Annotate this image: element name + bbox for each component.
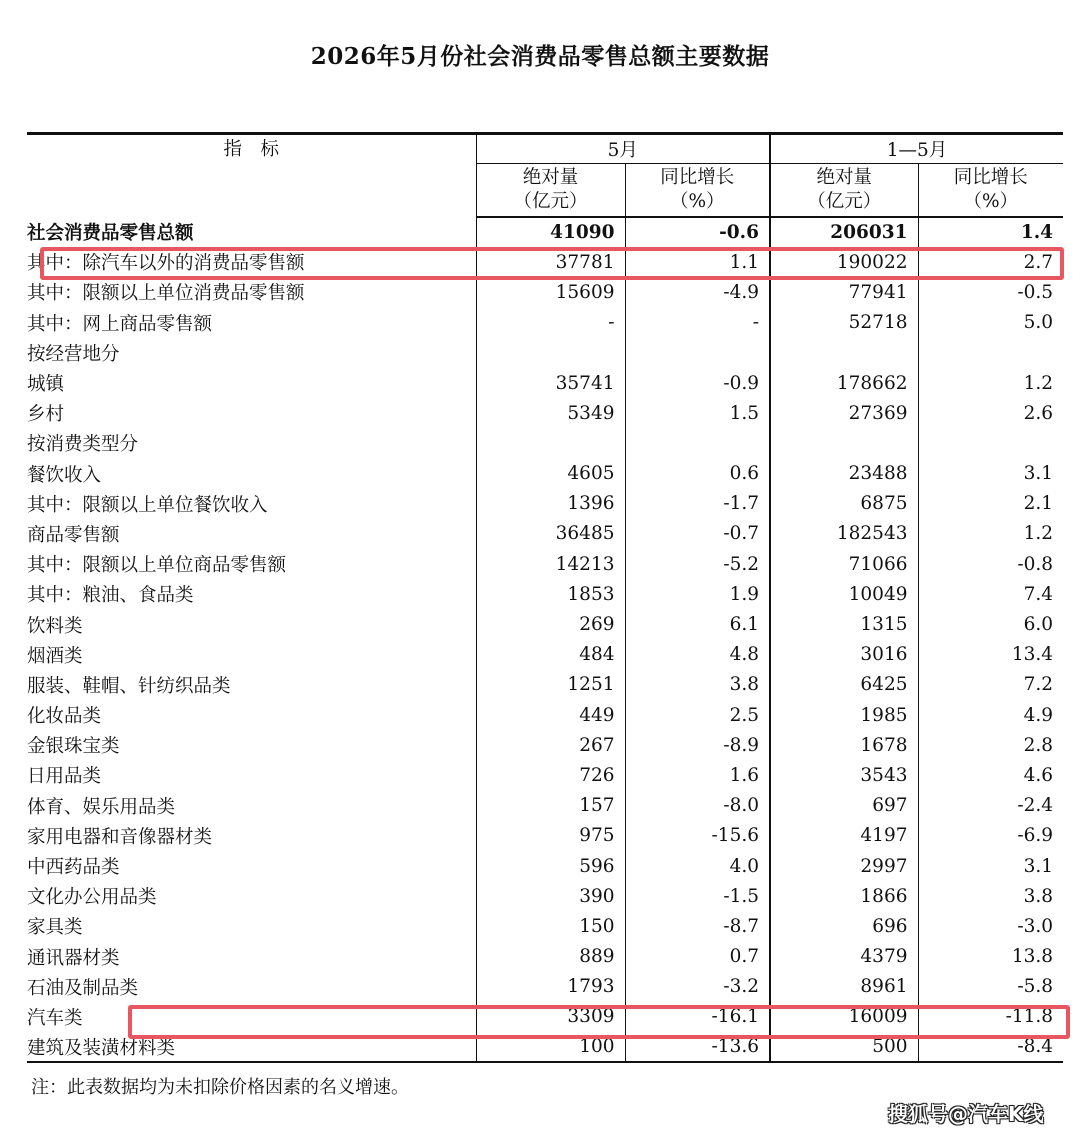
cell-may-yoy [625, 338, 770, 368]
row-indicator-name: 其中：网上商品零售额 [27, 313, 213, 335]
cell-ytd-yoy: 2.7 [918, 247, 1063, 277]
cell-ytd-yoy: 4.6 [918, 760, 1063, 790]
table-row [27, 670, 1063, 700]
cell-may-yoy [625, 428, 770, 458]
header-indicator: 指 标 [27, 134, 476, 218]
cell-ytd-abs: 697 [770, 791, 918, 821]
cell-ytd-abs: 2997 [770, 851, 918, 881]
cell-may-abs: 3309 [476, 1002, 625, 1032]
row-indicator-name: 石油及制品类 [27, 977, 139, 999]
cell-may-yoy: -1.7 [625, 489, 770, 519]
cell-may-yoy: 1.5 [625, 398, 770, 428]
row-indicator-name: 通讯器材类 [27, 947, 120, 969]
header-ytd-abs: 绝对量 （亿元） [770, 164, 918, 218]
table-row [27, 217, 1063, 247]
cell-may-abs: 14213 [476, 549, 625, 579]
cell-may-abs: 35741 [476, 368, 625, 398]
row-indicator-name: 其中：限额以上单位商品零售额 [27, 555, 287, 577]
cell-ytd-abs: 6875 [770, 489, 918, 519]
table-row [27, 821, 1063, 851]
cell-may-abs: 484 [476, 640, 625, 670]
table-row [27, 851, 1063, 881]
table-row [27, 277, 1063, 307]
cell-ytd-yoy: 2.8 [918, 730, 1063, 760]
cell-may-abs: 889 [476, 942, 625, 972]
row-indicator-name: 日用品类 [27, 766, 102, 788]
cell-may-yoy: 1.9 [625, 579, 770, 609]
cell-may-yoy: -8.7 [625, 911, 770, 941]
cell-ytd-abs: 1678 [770, 730, 918, 760]
cell-may-yoy: -0.7 [625, 519, 770, 549]
cell-may-abs: 975 [476, 821, 625, 851]
row-indicator-name: 饮料类 [27, 615, 83, 637]
cell-may-yoy: 4.8 [625, 640, 770, 670]
cell-may-abs: 36485 [476, 519, 625, 549]
cell-ytd-yoy: -3.0 [918, 911, 1063, 941]
cell-ytd-yoy: 3.1 [918, 851, 1063, 881]
row-indicator-name: 家具类 [27, 917, 83, 939]
cell-may-abs: 37781 [476, 247, 625, 277]
cell-may-yoy: 0.7 [625, 942, 770, 972]
table-row [27, 760, 1063, 790]
cell-ytd-abs: 23488 [770, 459, 918, 489]
cell-ytd-yoy: 3.1 [918, 459, 1063, 489]
table-row [27, 730, 1063, 760]
header-ytd-yoy: 同比增长 （%） [918, 164, 1063, 218]
cell-may-yoy: 2.5 [625, 700, 770, 730]
cell-may-abs: 1853 [476, 579, 625, 609]
cell-ytd-yoy: 6.0 [918, 609, 1063, 639]
cell-ytd-yoy: 2.6 [918, 398, 1063, 428]
row-indicator-name: 中西药品类 [27, 857, 120, 879]
cell-ytd-abs: 696 [770, 911, 918, 941]
cell-ytd-yoy [918, 338, 1063, 368]
table-row [27, 428, 1063, 458]
cell-may-yoy: -0.6 [625, 217, 770, 247]
cell-ytd-abs: 10049 [770, 579, 918, 609]
cell-may-yoy: 4.0 [625, 851, 770, 881]
cell-ytd-abs: 1985 [770, 700, 918, 730]
cell-may-abs: 100 [476, 1032, 625, 1062]
row-indicator-name: 汽车类 [27, 1007, 83, 1029]
row-indicator-name: 商品零售额 [27, 524, 120, 546]
cell-may-abs: 390 [476, 881, 625, 911]
cell-ytd-yoy: 13.8 [918, 942, 1063, 972]
row-indicator-name: 烟酒类 [27, 645, 83, 667]
cell-ytd-abs: 1866 [770, 881, 918, 911]
table-row [27, 942, 1063, 972]
header-group-ytd: 1—5月 [770, 134, 1063, 164]
cell-may-yoy: -13.6 [625, 1032, 770, 1062]
cell-may-yoy: 6.1 [625, 609, 770, 639]
cell-ytd-abs [770, 338, 918, 368]
row-indicator-name: 家用电器和音像器材类 [27, 826, 213, 848]
cell-may-abs [476, 338, 625, 368]
cell-ytd-yoy: -5.8 [918, 972, 1063, 1002]
table-body [27, 217, 1063, 1062]
cell-ytd-yoy: -2.4 [918, 791, 1063, 821]
table-row [27, 640, 1063, 670]
row-indicator-name: 乡村 [27, 404, 65, 426]
table-row [27, 398, 1063, 428]
row-indicator-name: 其中：除汽车以外的消费品零售额 [27, 253, 305, 275]
cell-may-abs: 5349 [476, 398, 625, 428]
table-row [27, 911, 1063, 941]
row-indicator-name: 建筑及装潢材料类 [27, 1032, 476, 1062]
cell-ytd-yoy: 7.2 [918, 670, 1063, 700]
cell-ytd-yoy: 5.0 [918, 308, 1063, 338]
cell-ytd-yoy: -0.5 [918, 277, 1063, 307]
cell-may-yoy: 1.1 [625, 247, 770, 277]
cell-ytd-abs: 16009 [770, 1002, 918, 1032]
cell-ytd-abs: 3543 [770, 760, 918, 790]
cell-ytd-abs: 4379 [770, 942, 918, 972]
cell-may-yoy: 3.8 [625, 670, 770, 700]
table-row [27, 579, 1063, 609]
cell-ytd-yoy: -11.8 [918, 1002, 1063, 1032]
cell-may-abs: 726 [476, 760, 625, 790]
watermark: 搜狐号@汽车K线 [888, 1102, 1044, 1126]
cell-may-abs: 157 [476, 791, 625, 821]
row-indicator-name: 服装、鞋帽、针纺织品类 [27, 675, 231, 697]
header-group-may: 5月 [476, 134, 770, 164]
cell-ytd-yoy: 1.2 [918, 368, 1063, 398]
cell-may-abs: 269 [476, 609, 625, 639]
row-indicator-name: 其中：限额以上单位餐饮收入 [27, 494, 268, 516]
cell-may-abs: 596 [476, 851, 625, 881]
cell-ytd-abs: 27369 [770, 398, 918, 428]
cell-ytd-abs [770, 428, 918, 458]
cell-may-yoy: -5.2 [625, 549, 770, 579]
row-indicator-name: 化妆品类 [27, 706, 102, 728]
row-indicator-name: 体育、娱乐用品类 [27, 796, 176, 818]
cell-may-yoy: -3.2 [625, 972, 770, 1002]
cell-ytd-yoy [918, 428, 1063, 458]
cell-may-yoy: - [625, 308, 770, 338]
cell-may-yoy: -16.1 [625, 1002, 770, 1032]
cell-may-abs: 1793 [476, 972, 625, 1002]
cell-may-abs: 41090 [476, 217, 625, 247]
highlight-box-excluding-autos [40, 247, 1064, 280]
footnote: 注：此表数据均为未扣除价格因素的名义增速。 [31, 1077, 409, 1098]
cell-ytd-abs: 8961 [770, 972, 918, 1002]
cell-ytd-yoy: -0.8 [918, 549, 1063, 579]
row-indicator-name: 文化办公用品类 [27, 887, 157, 909]
cell-may-yoy: 1.6 [625, 760, 770, 790]
cell-may-abs: 150 [476, 911, 625, 941]
header-may-yoy: 同比增长 （%） [625, 164, 770, 218]
row-indicator-name: 金银珠宝类 [27, 736, 120, 758]
cell-ytd-yoy: 13.4 [918, 640, 1063, 670]
cell-may-yoy: -8.0 [625, 791, 770, 821]
cell-ytd-abs: 71066 [770, 549, 918, 579]
row-indicator-name: 其中：粮油、食品类 [27, 585, 194, 607]
cell-ytd-abs: 500 [770, 1032, 918, 1062]
cell-may-abs: 15609 [476, 277, 625, 307]
cell-may-yoy: -1.5 [625, 881, 770, 911]
table-row [27, 972, 1063, 1002]
table-row [27, 700, 1063, 730]
cell-may-abs: 267 [476, 730, 625, 760]
table-row [27, 459, 1063, 489]
table-row [27, 308, 1063, 338]
cell-may-abs: 449 [476, 700, 625, 730]
table-row [27, 519, 1063, 549]
cell-may-abs: 1396 [476, 489, 625, 519]
cell-ytd-yoy: -8.4 [918, 1032, 1063, 1062]
row-indicator-name: 餐饮收入 [27, 464, 102, 486]
row-indicator-name: 按经营地分 [27, 343, 120, 365]
cell-ytd-abs: 190022 [770, 247, 918, 277]
cell-ytd-yoy: 2.1 [918, 489, 1063, 519]
table-row [27, 881, 1063, 911]
cell-may-yoy: -4.9 [625, 277, 770, 307]
cell-ytd-yoy: -6.9 [918, 821, 1063, 851]
cell-may-abs [476, 428, 625, 458]
table-row [27, 791, 1063, 821]
cell-ytd-yoy: 7.4 [918, 579, 1063, 609]
cell-may-yoy: -15.6 [625, 821, 770, 851]
cell-ytd-yoy: 1.4 [918, 217, 1063, 247]
cell-may-abs: - [476, 308, 625, 338]
cell-ytd-abs: 1315 [770, 609, 918, 639]
row-indicator-name: 城镇 [27, 374, 65, 396]
cell-ytd-abs: 206031 [770, 217, 918, 247]
cell-ytd-abs: 178662 [770, 368, 918, 398]
row-indicator-name: 其中：限额以上单位消费品零售额 [27, 283, 305, 305]
cell-may-abs: 1251 [476, 670, 625, 700]
highlight-box-autos [128, 1005, 1070, 1039]
cell-ytd-yoy: 3.8 [918, 881, 1063, 911]
header-may-abs: 绝对量 （亿元） [476, 164, 625, 218]
table-row [27, 609, 1063, 639]
page-title: 2026年5月份社会消费品零售总额主要数据 [310, 43, 770, 70]
cell-may-yoy: -8.9 [625, 730, 770, 760]
cell-ytd-abs: 4197 [770, 821, 918, 851]
cell-ytd-yoy: 1.2 [918, 519, 1063, 549]
cell-ytd-abs: 6425 [770, 670, 918, 700]
row-indicator-name: 按消费类型分 [27, 434, 139, 456]
table-row [27, 338, 1063, 368]
cell-may-abs: 4605 [476, 459, 625, 489]
row-indicator-name: 社会消费品零售总额 [27, 223, 194, 245]
cell-ytd-yoy: 4.9 [918, 700, 1063, 730]
cell-may-yoy: 0.6 [625, 459, 770, 489]
cell-ytd-abs: 77941 [770, 277, 918, 307]
cell-may-yoy: -0.9 [625, 368, 770, 398]
table-row [27, 368, 1063, 398]
cell-ytd-abs: 52718 [770, 308, 918, 338]
cell-ytd-abs: 3016 [770, 640, 918, 670]
table-row [27, 549, 1063, 579]
cell-ytd-abs: 182543 [770, 519, 918, 549]
table-row [27, 489, 1063, 519]
